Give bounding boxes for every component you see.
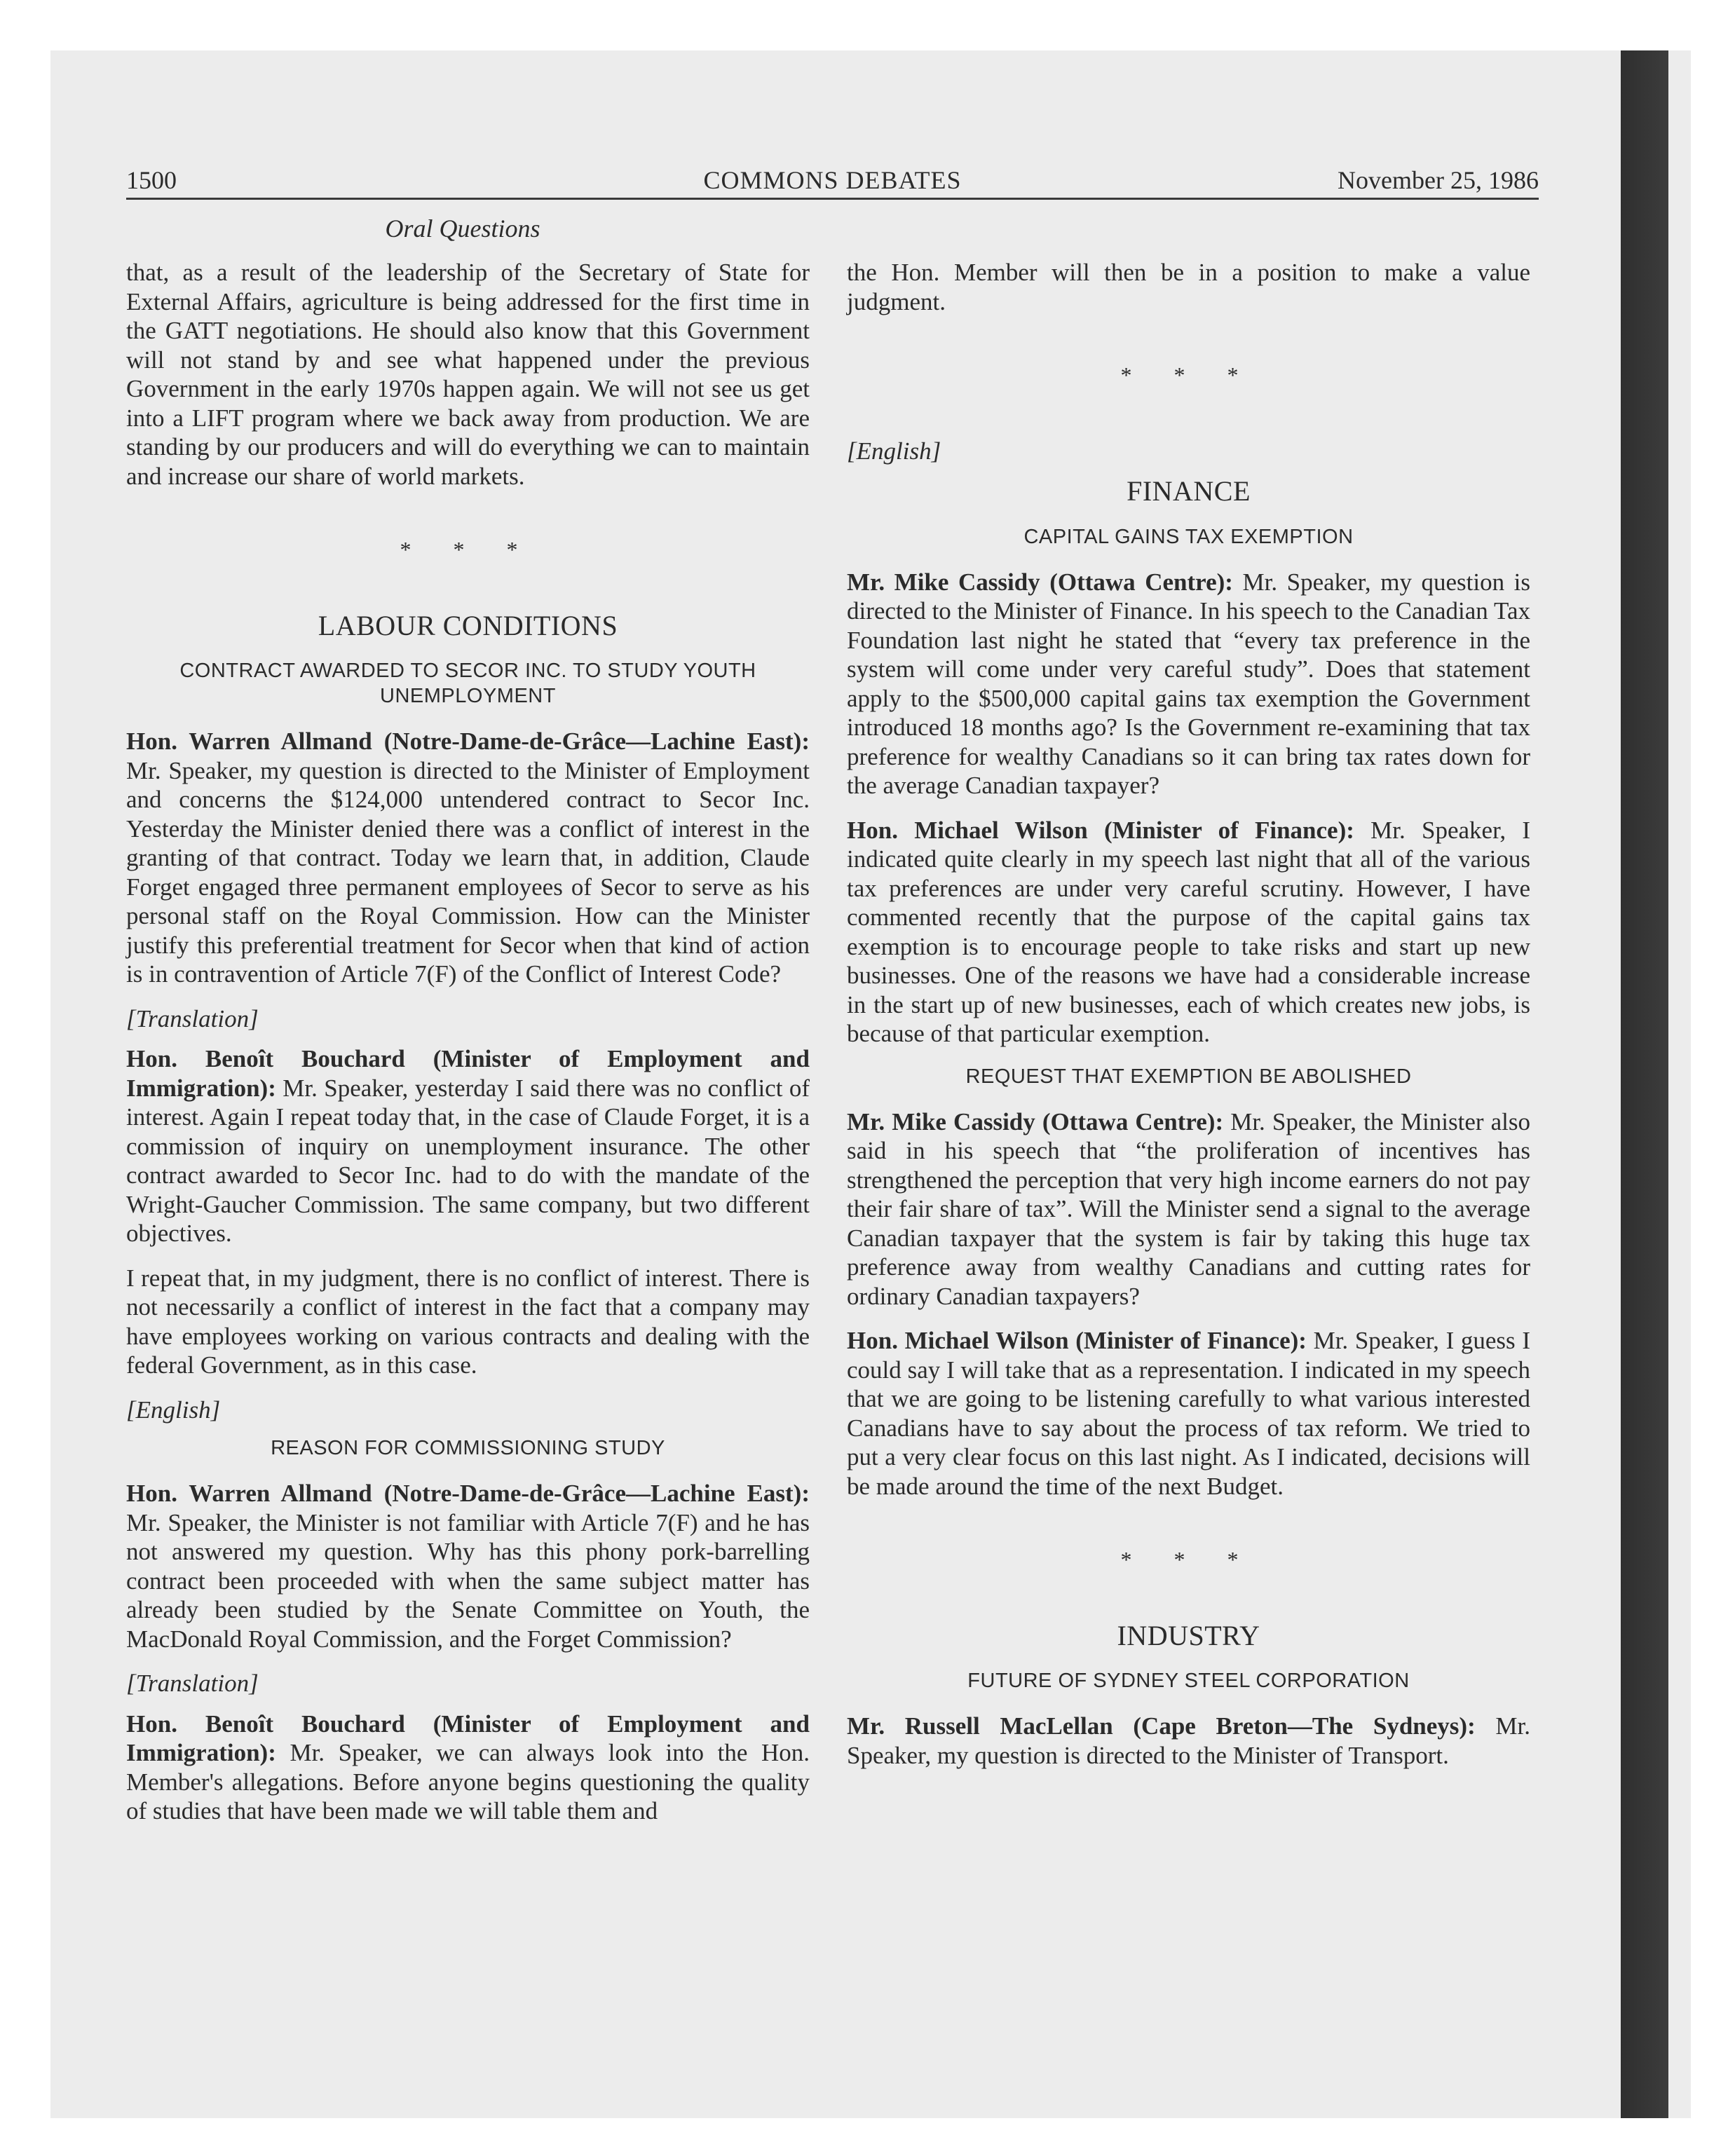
right-column [847, 258, 1530, 1785]
subheading: REASON FOR COMMISSIONING STUDY [271, 1437, 665, 1459]
section-label: Oral Questions [385, 214, 540, 243]
paragraph [847, 816, 1530, 1049]
paragraph [847, 1712, 1530, 1770]
paragraph: that, as a result of the leadership of the Secretary of State for External Affairs, agriculture is being addressed for the first time in the GATT negotiations. He should also know that this Government will not stand by and see what happened under the previous Government in the early 1970s happen again. We will not see us get into a LIFT program where we back away from production. We are standing by our producers and will do everything we can to maintain and increase our share of world markets. [126, 259, 810, 490]
paragraph [847, 1326, 1530, 1501]
speaker-name: Hon. Benoît Bouchard (Minister of Employment and Immigration): [126, 1710, 810, 1766]
paragraph: I repeat that, in my judgment, there is no conflict of interest. There is not necessarily a conflict of interest in the fact that a company may have employees working on various contracts and dealing with the federal Government, as in this case. [126, 1264, 810, 1379]
speech-text: Mr. Speaker, my question is directed to the Minister of Finance. In his speech to the Canadian Tax Foundation last night he stated that “every tax preference in the system will come under very careful study”. Does that statement apply to the $500,000 capital gains tax exemption the Government introduced 18 months ago? Is the Government re-examining that tax preference for wealthy Canadians so it can bring tax rates down for the average Canadian taxpayer? [847, 568, 1531, 799]
speaker-name: Hon. Michael Wilson (Minister of Finance): [847, 1327, 1307, 1354]
speech-text: Mr. Speaker, I guess I could say I will take that as a representation. I indicated in my speech that we are going to be listening carefully to what various interested Canadians have to say about the process of tax reform. We tried to put a very clear focus on this last night. As I indicated, decisions will be made around the time of the next Budget. [847, 1327, 1530, 1500]
speaker-name: Hon. Warren Allmand (Notre-Dame-de-Grâce—Lachine East): [126, 1480, 810, 1507]
left-column [126, 258, 810, 1841]
subheading: CONTRACT AWARDED TO SECOR INC. TO STUDY YOUTH UNEMPLOYMENT [179, 660, 756, 707]
subheading: CAPITAL GAINS TAX EXEMPTION [1023, 525, 1354, 548]
speaker-name: Mr. Mike Cassidy (Ottawa Centre): [847, 568, 1233, 596]
section-heading: FINANCE [1127, 475, 1251, 507]
speaker-name: Mr. Mike Cassidy (Ottawa Centre): [847, 1107, 1224, 1135]
speech-text: Mr. Speaker, I indicated quite clearly in my speech last night that all of the various tax preferences are under very careful scrutiny. However, I have commented recently that the purpose of the capital gains tax exemption is to encourage people to take risks and start up new businesses. One of the reasons we have had a considerable increase in the start up of new businesses, each of which creates new jobs, is because of that particular exemption. [847, 816, 1530, 1047]
page-header [126, 163, 1539, 200]
speech-text: Mr. Speaker, my question is directed to the Minister of Transport. [847, 1712, 1530, 1769]
paragraph [847, 568, 1530, 800]
paragraph [847, 1107, 1530, 1311]
paragraph [126, 1710, 810, 1826]
language-marker: [English] [126, 1396, 221, 1424]
speech-text: Mr. Speaker, my question is directed to the Minister of Employment and concerns the $124,000 untendered contract to Secor Inc. Yesterday the Minister denied there was a conflict of interest in the granting of that contract. Today we learn that, in addition, Claude Forget engaged three permanent employees of Secor to serve as his personal staff on the Royal Commission. How can the Minister justify this preferential treatment for Secor when that kind of action is in contravention of Article 7(F) of the Conflict of Interest Code? [126, 756, 810, 988]
publication-date: November 25, 1986 [1338, 166, 1539, 194]
paragraph [126, 727, 810, 989]
section-heading: LABOUR CONDITIONS [318, 609, 618, 641]
speaker-name: Hon. Benoît Bouchard (Minister of Employment and Immigration): [126, 1045, 810, 1102]
speaker-name: Hon. Michael Wilson (Minister of Finance): [847, 816, 1354, 844]
page-edge-shadow [1621, 50, 1668, 2118]
speech-text: Mr. Speaker, the Minister is not familiar with Article 7(F) and he has not answered my question. Why has this phony pork-barrelling contract been proceeded with when the same subject matter has already been studied by the Senate Committee on Youth, the MacDonald Royal Commission, and the Forget Commission? [126, 1508, 810, 1653]
subheading: FUTURE OF SYDNEY STEEL CORPORATION [967, 1670, 1410, 1692]
paragraph [126, 1479, 810, 1653]
subheading: REQUEST THAT EXEMPTION BE ABOLISHED [965, 1065, 1412, 1088]
speech-text: Mr. Speaker, we can always look into the Hon. Member's allegations. Before anyone begins questioning the quality of studies that have been made we will table them and [126, 1739, 810, 1824]
speaker-name: Hon. Warren Allmand (Notre-Dame-de-Grâce—Lachine East): [126, 728, 810, 755]
section-separator: * * * [1120, 362, 1257, 388]
language-marker: [English] [847, 437, 941, 465]
section-heading: INDUSTRY [1117, 1619, 1260, 1651]
page-number: 1500 [126, 166, 177, 194]
speech-text: Mr. Speaker, the Minister also said in his speech that “the proliferation of incentives has strengthened the perception that very high income earners do not pay their fair share of tax”. Will the Minister send a signal to the average Canadian taxpayer that the system is fair by taking this huge tax preference away from wealthy Canadians and cutting rates for ordinary Canadian taxpayers? [847, 1107, 1530, 1310]
language-marker: [Translation] [126, 1004, 259, 1032]
paragraph: the Hon. Member will then be in a position to make a value judgment. [847, 259, 1530, 315]
speaker-name: Mr. Russell MacLellan (Cape Breton—The Sydneys): [847, 1712, 1476, 1740]
section-separator: * * * [1120, 1547, 1257, 1572]
speech-text: Mr. Speaker, yesterday I said there was no conflict of interest. Again I repeat today that, in the case of Claude Forget, it is a commission of inquiry on unemployment insurance. The other contract awarded to Secor Inc. had to do with the mandate of the Wright-Gaucher Commission. The same company, but two different objectives. [126, 1074, 810, 1247]
section-separator: * * * [400, 537, 536, 562]
publication-title: COMMONS DEBATES [703, 166, 962, 194]
language-marker: [Translation] [126, 1670, 259, 1697]
paragraph [126, 1044, 810, 1248]
